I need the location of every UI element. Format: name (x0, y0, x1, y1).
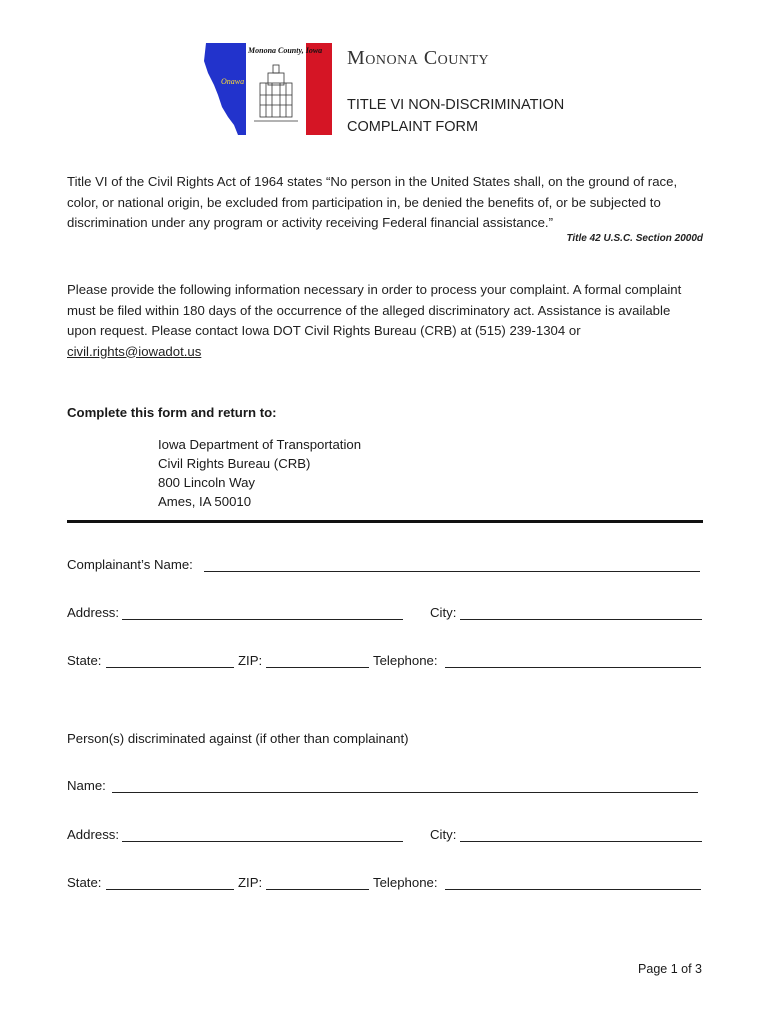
complainant-name-label: Complainant’s Name: (67, 557, 193, 572)
email-link[interactable]: civil.rights@iowadot.us (67, 343, 202, 359)
page-number: Page 1 of 3 (638, 962, 702, 976)
discriminated-heading: Person(s) discriminated against (if other than complainant) (67, 731, 409, 746)
discriminated-state-field[interactable] (106, 889, 234, 890)
complainant-name-field[interactable] (204, 571, 700, 572)
instructions-text: Please provide the following information necessary in order to process your complaint. A formal complaint must be filed within 180 days of the occurrence of the alleged discriminatory act. Assistance is available upon request. Please contact Iowa DOT Civil Rights Bureau (CRB) at (515) 239-1304 or (67, 282, 682, 338)
intro-paragraph: Title VI of the Civil Rights Act of 1964 states “No person in the United States shall, on the ground of race, color, or national origin, be excluded from participation in, be denied the benefits of, or be subjected to discrimination under any program or activity receiving Federal financial assistance.” (67, 174, 678, 230)
complainant-city-label: City: (430, 605, 457, 620)
address-line: Iowa Department of Transportation (158, 437, 362, 452)
discriminated-phone-field[interactable] (445, 889, 701, 890)
return-address (158, 435, 361, 511)
discriminated-address-label: Address: (67, 827, 120, 842)
discriminated-city-label: City: (430, 827, 457, 842)
logo-text: Monona County, Iowa (248, 46, 323, 55)
complainant-phone-label: Telephone: (373, 653, 438, 668)
discriminated-city-field[interactable] (460, 841, 702, 842)
complainant-address-label: Address: (67, 605, 120, 620)
address-line: Civil Rights Bureau (CRB) (158, 456, 311, 471)
discriminated-state-label: State: (67, 875, 102, 890)
complainant-phone-field[interactable] (445, 667, 701, 668)
section-divider (67, 520, 703, 523)
form-title (347, 94, 564, 138)
complainant-address-field[interactable] (122, 619, 403, 620)
address-line: 800 Lincoln Way (158, 475, 256, 490)
discriminated-phone-label: Telephone: (373, 875, 438, 890)
logo-city: Onawa (221, 77, 245, 86)
complainant-zip-field[interactable] (266, 667, 369, 668)
discriminated-zip-label: ZIP: (238, 875, 263, 890)
county-logo (204, 43, 332, 135)
complainant-state-label: State: (67, 653, 102, 668)
citation: Title 42 U.S.C. Section 2000d (566, 233, 703, 244)
complainant-city-field[interactable] (460, 619, 702, 620)
discriminated-zip-field[interactable] (266, 889, 369, 890)
form-title-line1: TITLE VI NON-DISCRIMINATION (347, 97, 565, 113)
discriminated-address-field[interactable] (122, 841, 403, 842)
complainant-state-field[interactable] (106, 667, 234, 668)
instructions-paragraph (67, 280, 703, 362)
county-heading: Monona County (347, 47, 490, 69)
discriminated-name-field[interactable] (112, 792, 698, 793)
form-title-line2: COMPLAINT FORM (347, 119, 479, 135)
discriminated-name-label: Name: (67, 778, 106, 793)
return-heading: Complete this form and return to: (67, 405, 277, 420)
address-line: Ames, IA 50010 (158, 494, 252, 509)
complainant-zip-label: ZIP: (238, 653, 263, 668)
